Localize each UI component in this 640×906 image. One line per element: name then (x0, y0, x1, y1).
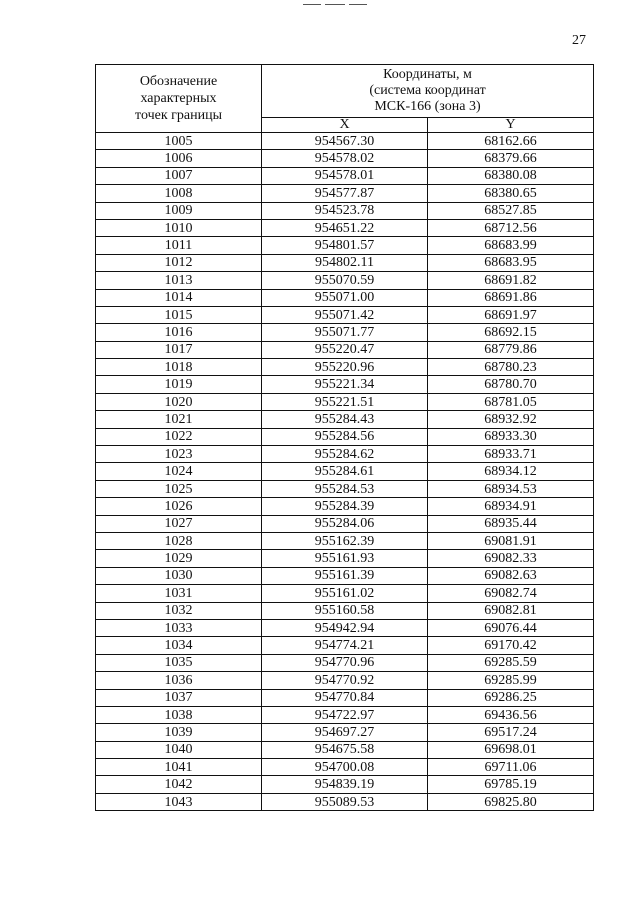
table-row (96, 324, 594, 341)
y-column-header: Y (428, 118, 594, 133)
x-coordinate-cell: 954697.27 (262, 724, 428, 741)
point-id-cell: 1013 (96, 272, 262, 289)
x-coordinate-cell: 955284.62 (262, 446, 428, 463)
table-row (96, 446, 594, 463)
point-id-cell: 1011 (96, 237, 262, 254)
x-coordinate-cell: 954770.92 (262, 672, 428, 689)
x-coordinate-cell: 955284.53 (262, 480, 428, 497)
point-id-cell: 1022 (96, 428, 262, 445)
y-coordinate-cell: 69082.81 (428, 602, 594, 619)
y-coordinate-cell: 68934.91 (428, 498, 594, 515)
y-coordinate-cell: 68934.12 (428, 463, 594, 480)
point-id-cell: 1028 (96, 532, 262, 549)
x-coordinate-cell: 955161.39 (262, 567, 428, 584)
x-coordinate-cell: 954774.21 (262, 637, 428, 654)
table-row (96, 567, 594, 584)
table-row (96, 602, 594, 619)
page-number: 27 (572, 33, 586, 48)
point-id-cell: 1012 (96, 254, 262, 271)
table-row (96, 724, 594, 741)
table-row (96, 428, 594, 445)
x-coordinate-cell: 954700.08 (262, 759, 428, 776)
point-id-cell: 1039 (96, 724, 262, 741)
table-row (96, 219, 594, 236)
y-coordinate-cell: 69286.25 (428, 689, 594, 706)
point-id-cell: 1043 (96, 793, 262, 810)
y-coordinate-cell: 69082.33 (428, 550, 594, 567)
y-coordinate-cell: 69082.63 (428, 567, 594, 584)
x-coordinate-cell: 954802.11 (262, 254, 428, 271)
point-id-cell: 1029 (96, 550, 262, 567)
x-coordinate-cell: 955284.39 (262, 498, 428, 515)
y-coordinate-cell: 68779.86 (428, 341, 594, 358)
x-coordinate-cell: 955221.51 (262, 393, 428, 410)
x-coordinate-cell: 954770.96 (262, 654, 428, 671)
y-coordinate-cell: 68691.97 (428, 306, 594, 323)
x-coordinate-cell: 955284.06 (262, 515, 428, 532)
y-coordinate-cell: 69785.19 (428, 776, 594, 793)
point-id-cell: 1037 (96, 689, 262, 706)
coordinates-title-line: Координаты, м (383, 67, 472, 82)
point-id-cell: 1030 (96, 567, 262, 584)
table-row (96, 498, 594, 515)
table-row (96, 272, 594, 289)
x-coordinate-cell: 955070.59 (262, 272, 428, 289)
y-coordinate-cell: 68692.15 (428, 324, 594, 341)
table-row (96, 150, 594, 167)
coordinates-table (95, 64, 594, 811)
point-id-cell: 1042 (96, 776, 262, 793)
point-id-cell: 1015 (96, 306, 262, 323)
table-row (96, 341, 594, 358)
table-row (96, 359, 594, 376)
x-coordinate-cell: 954651.22 (262, 219, 428, 236)
point-label-header (96, 65, 262, 133)
table-row (96, 393, 594, 410)
point-id-cell: 1041 (96, 759, 262, 776)
table-row (96, 237, 594, 254)
coordinates-title-line: (система координат (369, 83, 486, 98)
point-id-cell: 1006 (96, 150, 262, 167)
x-coordinate-cell: 954839.19 (262, 776, 428, 793)
x-coordinate-cell: 954675.58 (262, 741, 428, 758)
x-coordinate-cell: 955089.53 (262, 793, 428, 810)
point-id-cell: 1036 (96, 672, 262, 689)
point-label-line: точек границы (135, 108, 222, 123)
y-coordinate-cell: 68683.95 (428, 254, 594, 271)
table-row (96, 706, 594, 723)
y-coordinate-cell: 69711.06 (428, 759, 594, 776)
table-row (96, 689, 594, 706)
point-id-cell: 1020 (96, 393, 262, 410)
y-coordinate-cell: 68379.66 (428, 150, 594, 167)
x-coordinate-cell: 954523.78 (262, 202, 428, 219)
point-id-cell: 1016 (96, 324, 262, 341)
table-row (96, 463, 594, 480)
x-coordinate-cell: 955161.93 (262, 550, 428, 567)
point-id-cell: 1025 (96, 480, 262, 497)
x-coordinate-cell: 955284.56 (262, 428, 428, 445)
y-coordinate-cell: 68691.82 (428, 272, 594, 289)
x-coordinate-cell: 955071.00 (262, 289, 428, 306)
point-id-cell: 1023 (96, 446, 262, 463)
y-coordinate-cell: 68933.30 (428, 428, 594, 445)
table-row (96, 411, 594, 428)
y-coordinate-cell: 68691.86 (428, 289, 594, 306)
point-id-cell: 1024 (96, 463, 262, 480)
x-coordinate-cell: 955160.58 (262, 602, 428, 619)
x-coordinate-cell: 955162.39 (262, 532, 428, 549)
point-id-cell: 1035 (96, 654, 262, 671)
point-id-cell: 1027 (96, 515, 262, 532)
x-coordinate-cell: 955220.47 (262, 341, 428, 358)
x-coordinate-cell: 955220.96 (262, 359, 428, 376)
y-coordinate-cell: 68162.66 (428, 133, 594, 150)
point-id-cell: 1009 (96, 202, 262, 219)
coordinates-title-line: МСК-166 (зона 3) (374, 99, 481, 114)
table-row (96, 254, 594, 271)
y-coordinate-cell: 69170.42 (428, 637, 594, 654)
y-coordinate-cell: 69285.99 (428, 672, 594, 689)
table-row (96, 532, 594, 549)
table-row (96, 289, 594, 306)
point-id-cell: 1032 (96, 602, 262, 619)
point-id-cell: 1014 (96, 289, 262, 306)
x-coordinate-cell: 954577.87 (262, 185, 428, 202)
point-id-cell: 1017 (96, 341, 262, 358)
y-coordinate-cell: 69076.44 (428, 619, 594, 636)
y-coordinate-cell: 68781.05 (428, 393, 594, 410)
table-row (96, 654, 594, 671)
x-coordinate-cell: 954770.84 (262, 689, 428, 706)
point-id-cell: 1040 (96, 741, 262, 758)
x-coordinate-cell: 955161.02 (262, 585, 428, 602)
y-coordinate-cell: 68933.71 (428, 446, 594, 463)
x-coordinate-cell: 954578.02 (262, 150, 428, 167)
table-row (96, 202, 594, 219)
table-row (96, 619, 594, 636)
table-row (96, 185, 594, 202)
table-row (96, 585, 594, 602)
point-id-cell: 1034 (96, 637, 262, 654)
point-id-cell: 1019 (96, 376, 262, 393)
x-coordinate-cell: 954722.97 (262, 706, 428, 723)
y-coordinate-cell: 69081.91 (428, 532, 594, 549)
table-row (96, 776, 594, 793)
y-coordinate-cell: 68935.44 (428, 515, 594, 532)
point-id-cell: 1033 (96, 619, 262, 636)
y-coordinate-cell: 69698.01 (428, 741, 594, 758)
point-id-cell: 1010 (96, 219, 262, 236)
table-row (96, 741, 594, 758)
x-coordinate-cell: 954578.01 (262, 167, 428, 184)
coordinates-header (262, 65, 594, 118)
header-mark (303, 4, 367, 8)
x-coordinate-cell: 955221.34 (262, 376, 428, 393)
y-coordinate-cell: 68683.99 (428, 237, 594, 254)
table-row (96, 759, 594, 776)
y-coordinate-cell: 68780.23 (428, 359, 594, 376)
y-coordinate-cell: 68527.85 (428, 202, 594, 219)
x-coordinate-cell: 954801.57 (262, 237, 428, 254)
y-coordinate-cell: 69436.56 (428, 706, 594, 723)
point-id-cell: 1021 (96, 411, 262, 428)
y-coordinate-cell: 69082.74 (428, 585, 594, 602)
point-label-line: Обозначение (139, 74, 218, 89)
point-id-cell: 1008 (96, 185, 262, 202)
point-label-line: характерных (140, 91, 217, 106)
table-row (96, 793, 594, 810)
point-id-cell: 1005 (96, 133, 262, 150)
table-row (96, 376, 594, 393)
table-row (96, 515, 594, 532)
x-coordinate-cell: 955071.77 (262, 324, 428, 341)
x-coordinate-cell: 954567.30 (262, 133, 428, 150)
x-column-header: X (262, 118, 428, 133)
y-coordinate-cell: 69285.59 (428, 654, 594, 671)
table-row (96, 480, 594, 497)
coordinates-rows (96, 133, 594, 811)
y-coordinate-cell: 68380.08 (428, 167, 594, 184)
point-id-cell: 1038 (96, 706, 262, 723)
point-id-cell: 1018 (96, 359, 262, 376)
y-coordinate-cell: 68780.70 (428, 376, 594, 393)
x-coordinate-cell: 955071.42 (262, 306, 428, 323)
table-row (96, 550, 594, 567)
y-coordinate-cell: 69517.24 (428, 724, 594, 741)
table-row (96, 167, 594, 184)
x-coordinate-cell: 955284.43 (262, 411, 428, 428)
table-row (96, 672, 594, 689)
point-id-cell: 1007 (96, 167, 262, 184)
x-coordinate-cell: 955284.61 (262, 463, 428, 480)
point-id-cell: 1026 (96, 498, 262, 515)
x-coordinate-cell: 954942.94 (262, 619, 428, 636)
y-coordinate-cell: 68712.56 (428, 219, 594, 236)
y-coordinate-cell: 69825.80 (428, 793, 594, 810)
table-row (96, 133, 594, 150)
y-coordinate-cell: 68380.65 (428, 185, 594, 202)
y-coordinate-cell: 68932.92 (428, 411, 594, 428)
table-row (96, 306, 594, 323)
point-id-cell: 1031 (96, 585, 262, 602)
table-row (96, 637, 594, 654)
y-coordinate-cell: 68934.53 (428, 480, 594, 497)
